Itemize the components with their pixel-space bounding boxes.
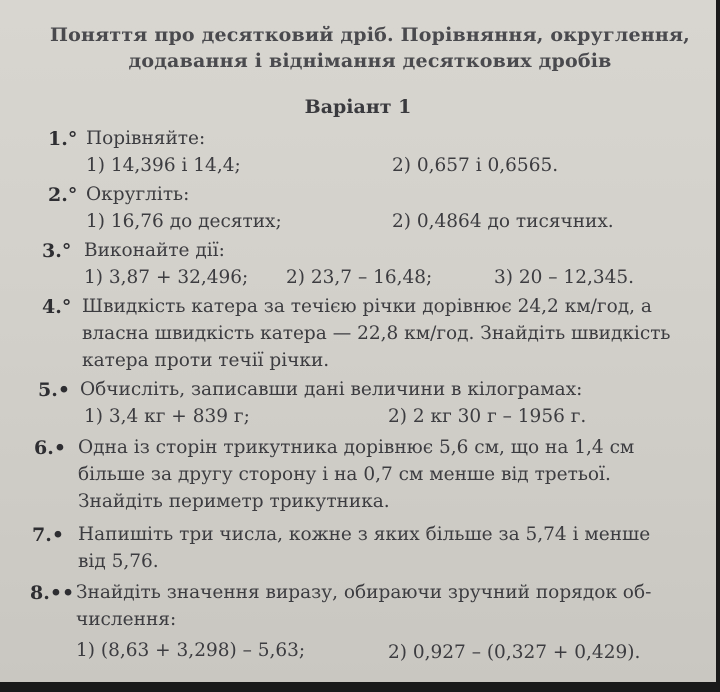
task-6-line-3: Знайдіть периметр трикутника.: [78, 491, 390, 512]
task-7-number: 7.•: [32, 524, 64, 546]
task-8-part-a: 1) (8,63 + 3,298) – 5,63;: [76, 640, 306, 661]
task-1-number: 1.°: [48, 128, 78, 150]
task-1-part-b: 2) 0,657 і 0,6565.: [392, 155, 559, 176]
task-3-part-a: 1) 3,87 + 32,496;: [84, 267, 249, 288]
task-5-number: 5.•: [38, 379, 70, 401]
task-1-part-a: 1) 14,396 і 14,4;: [86, 155, 241, 176]
task-1-text: Порівняйте:: [86, 128, 206, 149]
task-3-part-b: 2) 23,7 – 16,48;: [286, 267, 433, 288]
task-7-line-1: Напишіть три числа, кожне з яких більше за 5,74 і менше: [78, 524, 651, 545]
task-2-text: Округліть:: [86, 184, 190, 205]
task-3-number: 3.°: [42, 240, 72, 262]
title-line-1: Поняття про десятковий дріб. Порівняння, округлення,: [49, 24, 690, 46]
task-7-line-2: від 5,76.: [78, 551, 159, 572]
task-6-line-2: більше за другу сторону і на 0,7 см менше від третьої.: [78, 464, 611, 485]
task-4-line-2: власна швидкість катера — 22,8 км/год. Знайдіть швидкість: [82, 323, 671, 344]
task-8-number: 8.••: [30, 582, 75, 604]
task-4-line-1: Швидкість катера за течією річки дорівнює 24,2 км/год, а: [82, 296, 652, 317]
task-8-line-2: числення:: [76, 609, 177, 630]
task-2-part-a: 1) 16,76 до десятих;: [86, 211, 282, 232]
variant-heading: Варіант 1: [304, 96, 412, 118]
task-5-part-b: 2) 2 кг 30 г – 1956 г.: [388, 406, 587, 427]
task-2-part-b: 2) 0,4864 до тисячних.: [392, 211, 614, 232]
task-8-line-1: Знайдіть значення виразу, обираючи зручний порядок об-: [76, 582, 652, 603]
task-6-number: 6.•: [34, 437, 66, 459]
task-3-text: Виконайте дії:: [84, 240, 225, 261]
task-3-part-c: 3) 20 – 12,345.: [494, 267, 635, 288]
task-5-text: Обчисліть, записавши дані величини в кілограмах:: [80, 379, 583, 400]
task-5-part-a: 1) 3,4 кг + 839 г;: [84, 406, 250, 427]
task-4-line-3: катера проти течії річки.: [82, 350, 330, 371]
task-8-part-b: 2) 0,927 – (0,327 + 0,429).: [388, 642, 641, 663]
title-line-2: додавання і віднімання десяткових дробів: [128, 50, 612, 72]
task-6-line-1: Одна із сторін трикутника дорівнює 5,6 см, що на 1,4 см: [78, 437, 635, 458]
task-4-number: 4.°: [42, 296, 72, 318]
task-2-number: 2.°: [48, 184, 78, 206]
